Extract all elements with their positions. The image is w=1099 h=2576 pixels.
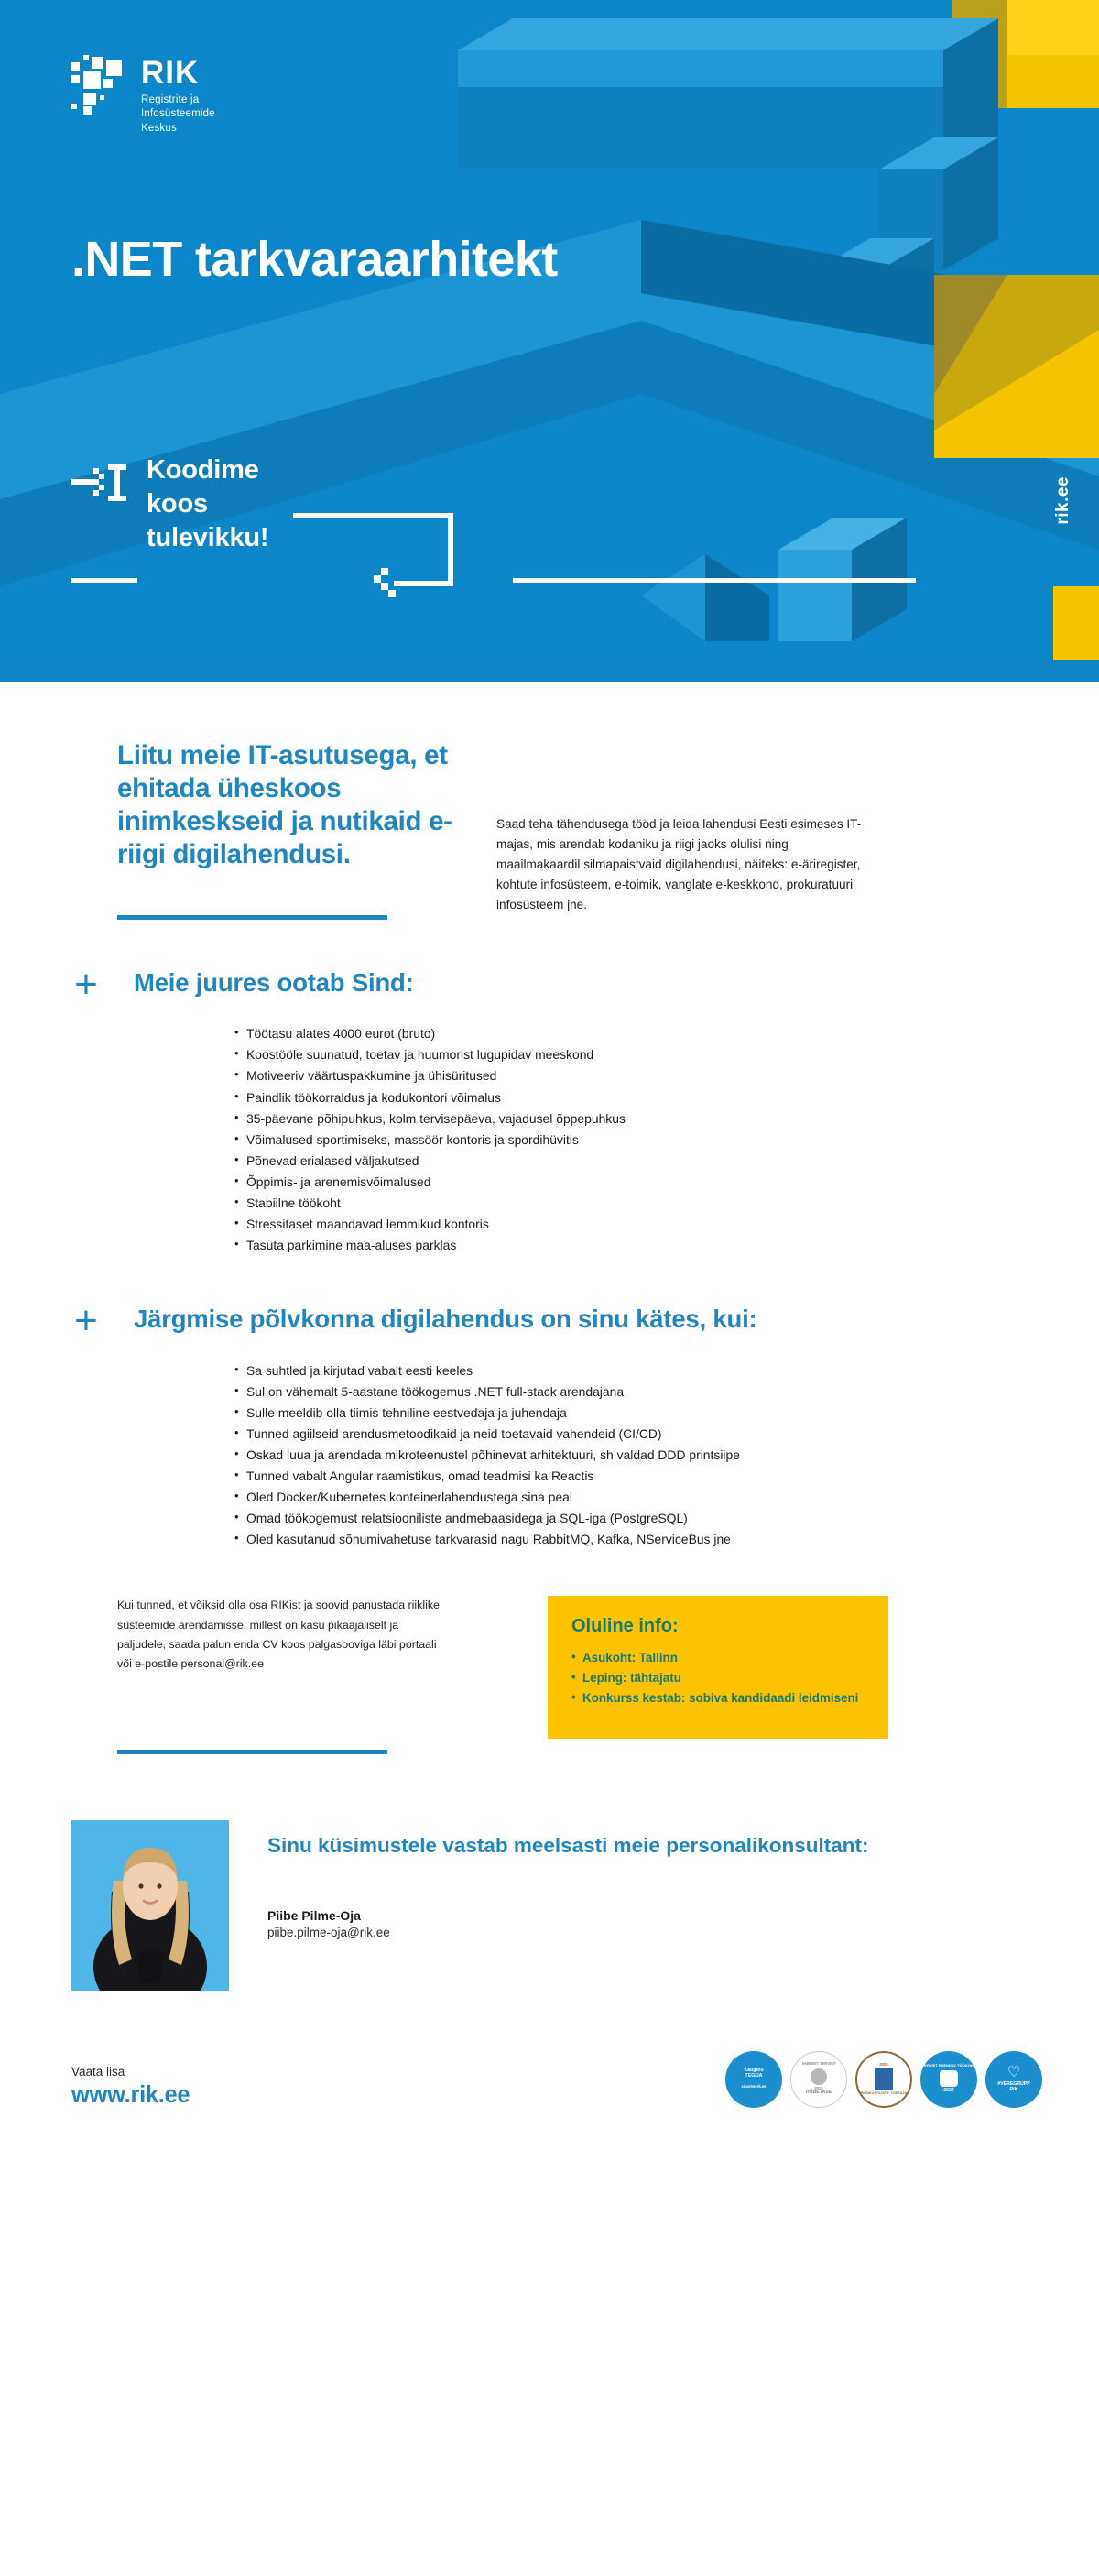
tervist-edendav-tookoht-badge xyxy=(920,2051,977,2108)
badge-line: 2023 xyxy=(814,2085,823,2090)
list-item: • Motiveeriv väärtuspakkumine ja ühisüritused xyxy=(234,1065,1035,1086)
list-item: • Sul on vähemalt 5-aastane töökogemus .NET full-stack arendajana xyxy=(234,1381,1035,1403)
plus-icon: + xyxy=(74,961,98,1007)
intro-left xyxy=(117,739,465,920)
badge-line: RIIGIKAITSJATE TOETAJA xyxy=(860,2090,908,2095)
list-item: • Põnevad erialased väljakutsed xyxy=(234,1151,1035,1172)
badge-line: 2025 xyxy=(943,2087,954,2093)
list-item: • Oled kasutanud sõnumivahetuse tarkvarasid nagu RabbitMQ, Kafka, NServiceBus jne xyxy=(234,1529,1035,1550)
slogan-line-3: tulevikku! xyxy=(147,523,269,553)
kaugtoo-tegija-badge xyxy=(725,2051,782,2108)
slogan-block xyxy=(71,453,268,555)
rik-logo-subtitle xyxy=(141,93,215,136)
requirements-title: Järgmise põlvkonna digilahendus on sinu kätes, kui: xyxy=(134,1304,757,1334)
rik-logo-subtitle-line-2: Infosüsteemide xyxy=(141,108,215,120)
list-item: • Oskad luua ja arendada mikroteenustel põhinevat arhitektuuri, sh valdad DDD printsiipe xyxy=(234,1445,1035,1466)
badge-line: Kaugtöö xyxy=(744,2068,764,2074)
rik-logo-mark-icon xyxy=(71,55,128,112)
requirements-list xyxy=(234,1360,1035,1551)
badge-line: RIK xyxy=(1009,2086,1018,2092)
list-item: • Stressitaset maandavad lemmikud kontoris xyxy=(234,1214,1035,1235)
list-item: • Stabiilne töökoht xyxy=(234,1193,1035,1214)
badge-line: HÕBETASE xyxy=(805,2090,832,2096)
list-item: • Töötasu alates 4000 eurot (bruto) xyxy=(234,1023,1035,1044)
list-item: • Võimalused sportimiseks, massöör kontoris ja spordihüvitis xyxy=(234,1130,1035,1151)
important-info-list xyxy=(571,1648,865,1708)
hero-rule-short xyxy=(71,578,137,583)
badge-line: smartwork.ee xyxy=(741,2084,767,2090)
list-item: • Leping: tähtajatu xyxy=(571,1668,865,1688)
list-item: • Tunned vabalt Angular raamistikus, omad teadmisi ka Reactis xyxy=(234,1466,1035,1487)
consultant-email[interactable]: piibe.pilme-oja@rik.ee xyxy=(267,1925,390,1939)
consultant-name: Piibe Pilme-Oja xyxy=(267,1907,361,1923)
list-item: • Paindlik töökorraldus ja kodukontori võimalus xyxy=(234,1087,1035,1108)
apply-section xyxy=(0,1550,1099,1753)
vaimset-tervist-edendav-hobetase-badge xyxy=(790,2051,847,2108)
offer-list xyxy=(234,1023,1035,1256)
heart-icon: ♡ xyxy=(1007,2064,1021,2080)
badge-line: TERVIST EDENDAV TÖÖKOHT xyxy=(921,2063,976,2068)
content xyxy=(0,682,1099,2148)
bracket-decoration-icon xyxy=(293,513,476,605)
list-item: • Tasuta parkimine maa-aluses parklas xyxy=(234,1235,1035,1256)
slogan-line-1: Koodime xyxy=(147,455,259,485)
veregrupp-rik-badge xyxy=(985,2051,1042,2108)
important-info-box xyxy=(548,1596,888,1739)
consultant-heading: Sinu küsimustele vastab meelsasti meie personalikonsultant: xyxy=(267,1833,869,1857)
badge-line: TEGIJA xyxy=(745,2073,763,2079)
intro-divider xyxy=(117,915,387,920)
consultant-section xyxy=(0,1754,1099,1991)
rik-logo-subtitle-line-3: Keskus xyxy=(141,122,177,134)
badge-line: VAIMSET TERVIST xyxy=(801,2060,836,2066)
hero-banner xyxy=(0,0,1099,682)
apply-left xyxy=(117,1596,449,1753)
footer xyxy=(0,1991,1099,2148)
offer-title: Meie juures ootab Sind: xyxy=(134,967,414,997)
list-item: • Konkurss kestab: sobiva kandidaadi leidmiseni xyxy=(571,1688,865,1708)
requirements-heading-row xyxy=(71,1298,1035,1344)
slogan-line-2: koos xyxy=(147,489,208,519)
important-info-title: Oluline info: xyxy=(571,1616,679,1637)
requirements-section xyxy=(0,1256,1099,1550)
slogan-text xyxy=(147,453,268,555)
badge-line: #VEREGRUPP xyxy=(997,2080,1030,2087)
rik-ee-vertical-label: rik.ee xyxy=(1053,476,1072,525)
plus-icon: + xyxy=(74,1298,98,1344)
intro-paragraph: Saad teha tähendusega tööd ja leida lahendusi Eesti esimeses IT-majas, mis arendab kodaniku ja riigi jaoks olulisi ning maailmakaardil silmapaistvaid digilahendusi, näiteks: e-äriregister, kohtute infosüsteem, e-toimik, vanglate e-keskkond, prokuratuuri infosüsteem jne. xyxy=(496,817,862,912)
offer-heading-row xyxy=(71,961,1035,1007)
list-item: • Oled Docker/Kubernetes konteinerlahendustega sina peal xyxy=(234,1487,1035,1508)
riigikaitsjate-toetaja-badge xyxy=(855,2051,912,2108)
apply-instructions: Kui tunned, et võiksid olla osa RIKist ja soovid panustada riiklike süsteemide arendamisse, millest on kasu pikaajaliselt ja paljudele, saada palun enda CV koos palgasooviga läbi portaali või e-postile personal@rik.ee xyxy=(117,1599,440,1671)
consultant-photo xyxy=(71,1820,229,1991)
list-item: • Koostööle suunatud, toetav ja huumorist lugupidav meeskond xyxy=(234,1044,1035,1065)
badge-line: 2025 xyxy=(879,2061,888,2067)
consultant-body xyxy=(267,1820,868,1939)
rik-logo-subtitle-line-1: Registrite ja xyxy=(141,94,200,105)
rik-logo xyxy=(71,55,215,136)
footer-see-more-label: Vaata lisa xyxy=(71,2064,125,2079)
list-item: • Asukoht: Tallinn xyxy=(571,1648,865,1668)
list-item: • Õppimis- ja arenemisvõimalused xyxy=(234,1172,1035,1193)
list-item: • 35-päevane põhipuhkus, kolm tervisepäeva, vajadusel õppepuhkus xyxy=(234,1108,1035,1130)
footer-website-link[interactable]: www.rik.ee xyxy=(71,2081,190,2108)
list-item: • Sa suhtled ja kirjutad vabalt eesti keeles xyxy=(234,1360,1035,1381)
list-item: • Tunned agiilseid arendusmetoodikaid ja neid toetavaid vahendeid (CI/CD) xyxy=(234,1424,1035,1445)
intro-section xyxy=(0,682,1099,920)
rik-logo-acronym: RIK xyxy=(141,55,200,91)
apply-divider xyxy=(117,1750,387,1754)
offer-section xyxy=(0,920,1099,1256)
hero-rule-long xyxy=(513,578,916,583)
list-item: • Sulle meeldib olla tiimis tehniline eestvedaja ja juhendaja xyxy=(234,1403,1035,1424)
arrow-cursor-icon xyxy=(71,459,126,516)
intro-heading: Liitu meie IT-asutusega, et ehitada üheskoos inimkeskseid ja nutikaid e-riigi digilahendusi. xyxy=(117,740,452,869)
job-title: .NET tarkvaraarhitekt xyxy=(71,232,558,287)
list-item: • Omad töökogemust relatsiooniliste andmebaasidega ja SQL-iga (PostgreSQL) xyxy=(234,1508,1035,1529)
footer-left xyxy=(71,2066,190,2108)
award-badges xyxy=(725,2051,1042,2108)
